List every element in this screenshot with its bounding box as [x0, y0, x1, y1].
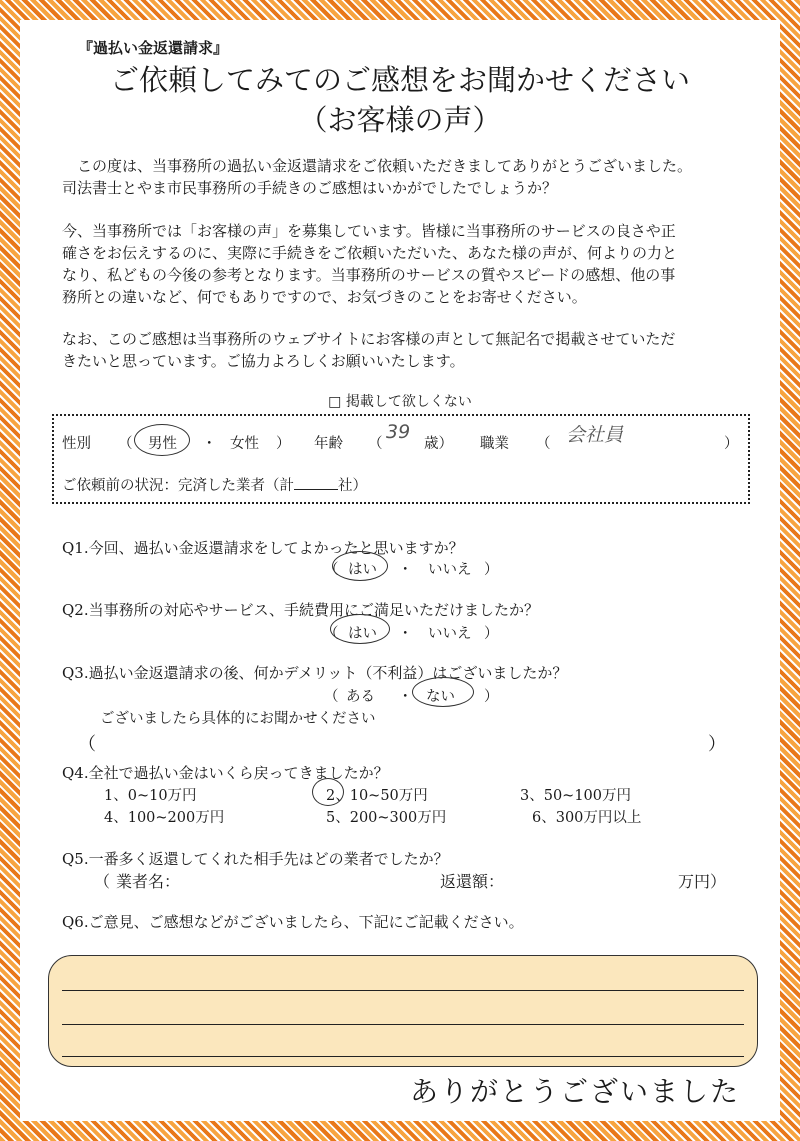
- ruled-line: [62, 1056, 744, 1057]
- q5-open-paren: （: [94, 872, 111, 891]
- gender-male-option[interactable]: 男性: [148, 436, 177, 452]
- q2-yes-selected-circle: [330, 614, 390, 644]
- prior-status-label: [62, 474, 367, 495]
- age-label: 年齢: [314, 436, 343, 452]
- prior-status-prefix: ご依頼前の状況：完済した業者（計: [62, 478, 294, 494]
- q3-no-selected-circle: [412, 677, 474, 707]
- intro-line: なり、私どもの今後の参考となります。当事務所のサービスの質やスピードの感想、他の事: [62, 266, 676, 284]
- q5-amount-unit: 万円）: [678, 872, 727, 891]
- intro-line: 司法書士とやま市民事務所の手続きのご感想はいかがでしたでしょうか？: [62, 179, 558, 197]
- form-eyebrow: 『過払い金返還請求』: [78, 39, 229, 57]
- q4-option[interactable]: 1、0~10万円: [104, 788, 197, 804]
- q5-amount-label[interactable]: 返還額：: [440, 872, 505, 891]
- gender-label: 性別: [62, 436, 91, 452]
- q4-option[interactable]: 2、10~50万円: [326, 788, 428, 804]
- q3-answer-open-paren: （: [78, 734, 96, 755]
- option-separator: ・: [398, 562, 413, 578]
- q2-yes-option[interactable]: はい: [348, 626, 377, 642]
- q4-selected-circle: [312, 778, 344, 806]
- male-selected-circle: [134, 424, 190, 456]
- occupation-handwritten-value[interactable]: 会社員: [566, 424, 624, 446]
- closing-thanks: ありがとうございました: [409, 1075, 740, 1108]
- q3-yes-option[interactable]: ある: [346, 689, 375, 705]
- intro-line: この度は、当事務所の過払い金返還請求をご依頼いただきましてありがとうございました。: [62, 157, 693, 175]
- q6-question: Q6.ご意見、ご感想などがございましたら、下記にご記載ください。: [62, 913, 524, 931]
- q1-question: Q1.今回、過払い金返還請求をしてよかったと思いますか？: [62, 539, 464, 557]
- age-handwritten-value[interactable]: 39: [386, 421, 411, 443]
- q4-option[interactable]: 5、200~300万円: [326, 810, 447, 826]
- q2-open-paren: （: [324, 626, 339, 642]
- q3-no-option[interactable]: ない: [426, 689, 455, 705]
- q1-yes-option[interactable]: はい: [348, 562, 377, 578]
- gender-close-paren: ）: [276, 436, 291, 452]
- publish-opt-out-checkbox[interactable]: □ 掲載して欲しくない: [328, 394, 472, 410]
- q4-question: Q4.全社で過払い金はいくら戻ってきましたか？: [62, 764, 389, 782]
- ruled-line: [62, 1024, 744, 1025]
- q4-option[interactable]: 6、300万円以上: [532, 810, 642, 826]
- age-open-paren: （: [368, 436, 383, 452]
- q2-question: Q2.当事務所の対応やサービス、手続費用にご満足いただけましたか？: [62, 601, 540, 619]
- q3-answer-close-paren: ）: [708, 734, 726, 755]
- page-subtitle: （お客様の声）: [298, 103, 502, 137]
- comment-answer-area[interactable]: [48, 955, 758, 1067]
- prior-status-suffix: 社）: [338, 478, 367, 494]
- q5-question: Q5.一番多く返還してくれた相手先はどの業者でしたか？: [62, 850, 449, 868]
- q1-yes-selected-circle: [332, 551, 388, 581]
- company-count-blank[interactable]: [294, 477, 338, 490]
- q4-option[interactable]: 3、50~100万円: [520, 788, 632, 804]
- intro-line: なお、このご感想は当事務所のウェブサイトにお客様の声として無記名で掲載させていただ: [62, 330, 676, 348]
- intro-line: 務所との違いなど、何でもありですので、お気づきのことをお寄せください。: [62, 288, 587, 306]
- q1-close-paren: ）: [484, 562, 499, 578]
- q1-open-paren: （: [324, 562, 339, 578]
- q2-no-option[interactable]: いいえ: [428, 626, 472, 642]
- q2-close-paren: ）: [484, 626, 499, 642]
- q5-company-label[interactable]: 業者名：: [116, 872, 181, 891]
- option-separator: ・: [202, 436, 217, 452]
- occupation-close-paren: ）: [724, 436, 739, 452]
- intro-line: 確さをお伝えするのに、実際に手続きをご依頼いただいた、あなた様の声が、何よりの力と: [62, 244, 678, 262]
- q3-question: Q3.過払い金返還請求の後、何かデメリット（不利益）はございましたか？: [62, 664, 568, 682]
- age-unit: 歳）: [424, 436, 453, 452]
- ruled-line: [62, 990, 744, 991]
- q3-followup-prompt: ございましたら具体的にお聞かせください: [100, 711, 376, 727]
- gender-open-paren: （: [118, 436, 133, 452]
- option-separator: ・: [398, 626, 413, 642]
- gender-female-option[interactable]: 女性: [230, 436, 259, 452]
- q3-open-paren: （: [324, 689, 339, 705]
- intro-line: 今、当事務所では「お客様の声」を募集しています。皆様に当事務所のサービスの良さや正: [62, 222, 676, 240]
- page-title: ご依頼してみてのご感想をお聞かせください: [109, 63, 690, 97]
- occupation-label: 職業: [480, 436, 509, 452]
- intro-line: きたいと思っています。ご協力よろしくお願いいたします。: [62, 352, 465, 370]
- q1-no-option[interactable]: いいえ: [428, 562, 472, 578]
- q4-option[interactable]: 4、100~200万円: [104, 810, 225, 826]
- option-separator: ・: [398, 689, 413, 705]
- occupation-open-paren: （: [536, 436, 551, 452]
- q3-close-paren: ）: [484, 689, 499, 705]
